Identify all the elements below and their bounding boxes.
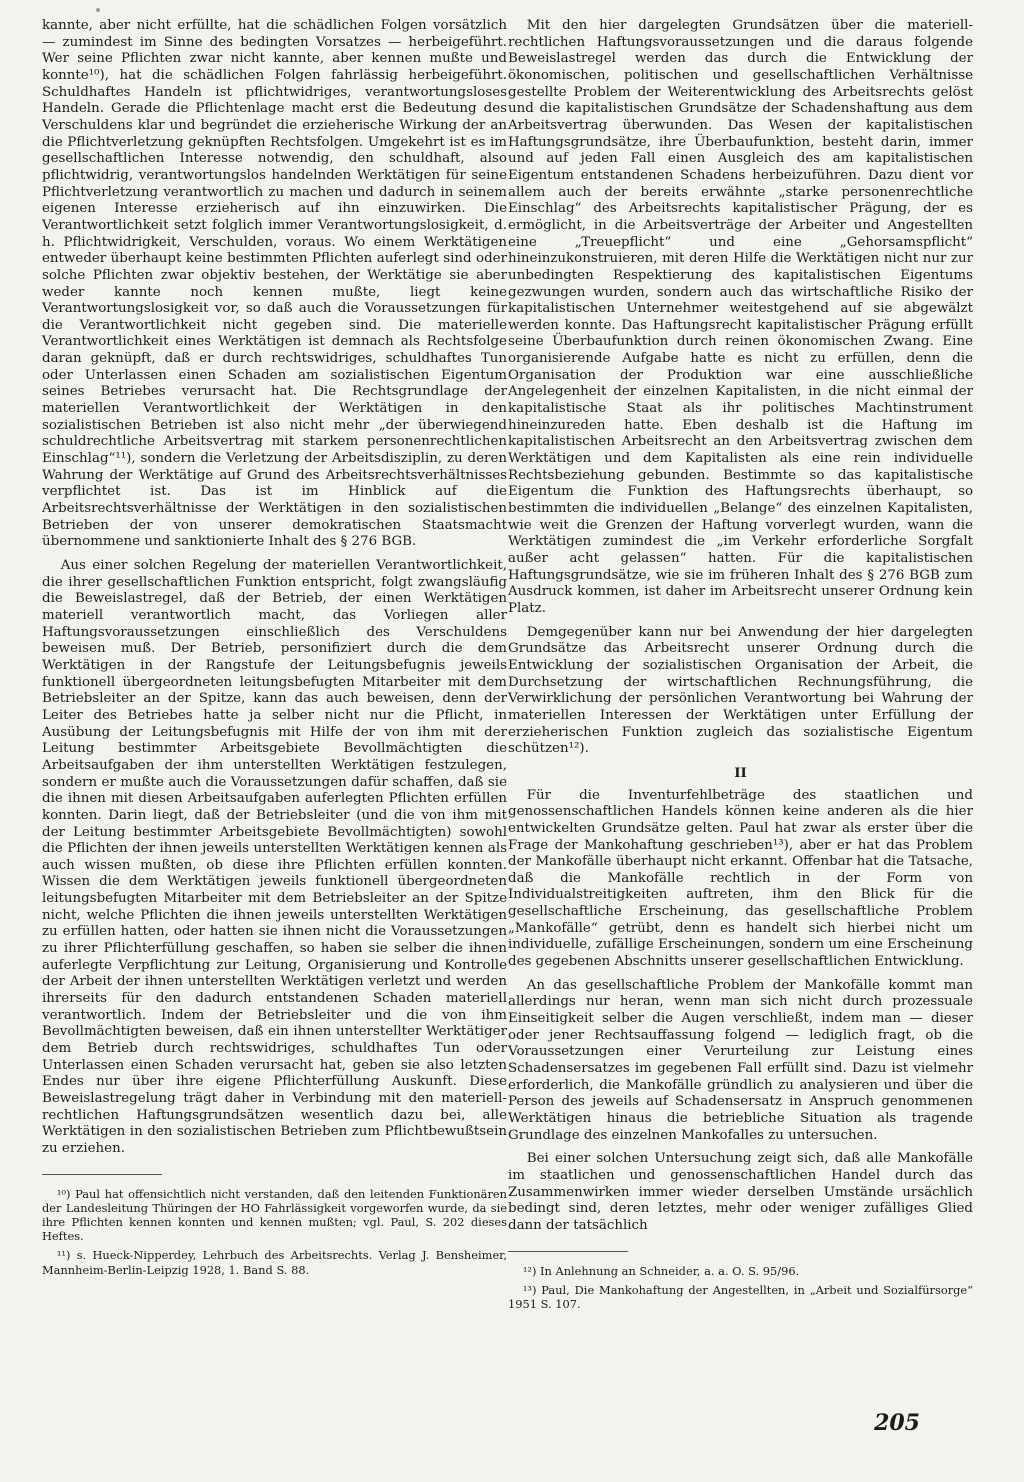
paragraph: An das gesellschaftliche Problem der Mankofälle kommt man allerdings nur heran, wenn man sich nicht durch prozessuale Einseitigkeit selber die Augen verschließt, indem man — dieser oder jener Rechtsauffassung folgend — lediglich fragt, ob die Voraussetzungen einer Verurteilung zur Leistung eines Schadensersatzes im gegebenen Fall erfüllt sind. Dazu ist vielmehr erforderlich, die Mankofälle gründlich zu analysieren und über die Person des jeweils auf Schadensersatz in Anspruch genommenen Werktätigen hinaus die betriebliche Situation als tragende Grundlage des einzelnen Mankofalles zu untersuchen. — [508, 977, 973, 1143]
paragraph: Aus einer solchen Regelung der materiellen Verantwortlichkeit, die ihrer gesellschaftlichen Funktion entspricht, folgt zwangsläufig die Beweislastregel, daß der Betrieb, der einen Werktätigen materiell verantwortlich macht, das Vorliegen aller Haftungsvoraussetzungen einschließlich des Verschuldens beweisen muß. Der Betrieb, personifiziert durch die dem Werktätigen in der Rangstufe der Leitungsbefugnis jeweils funktionell übergeordneten leitungsbefugten Mitarbeiter mit dem Betriebsleiter an der Spitze, kann das auch beweisen, denn der Leiter des Betriebes hatte ja selber nicht nur die Pflicht, in Ausübung der Leitungsbefugnis mit Hilfe der von ihm mit der Leitung bestimmter Arbeitsgebiete Bevollmächtigten die Arbeitsaufgaben der ihm unterstellten Werktätigen festzulegen, sondern er mußte auch die Voraussetzungen dafür schaffen, daß sie die ihnen mit diesen Arbeitsaufgaben auferlegten Pflichten erfüllen konnten. Darin liegt, daß der Betriebsleiter (und die von ihm mit der Leitung bestimmter Arbeitsgebiete Bevollmächtigten) sowohl die Pflichten der ihnen jeweils unterstellten Werktätigen kennen als auch wissen mußten, ob diese ihre Pflichten erfüllen konnten. Wissen die dem Werktätigen jeweils funktionell übergeordneten leitungsbefugten Mitarbeiter mit dem Betriebsleiter an der Spitze nicht, welche Pflichten die ihnen jeweils unterstellten Werktätigen zu erfüllen hatten, oder hatten sie ihnen nicht die Voraussetzungen zu ihrer Pflichterfüllung geschaffen, so haben sie selber die ihnen auferlegte Verpflichtung zur Leitung, Organisierung und Kontrolle der Arbeit der ihnen unterstellten Werktätigen verletzt und werden ihrerseits für den dadurch entstandenen Schaden materiell verantwortlich. Indem der Betriebsleiter und die von ihm Bevollmächtigten beweisen, daß ein ihnen unterstellter Werktätiger dem Betrieb durch rechtswidriges, schuldhaftes Tun oder Unterlassen einen Schaden verursacht hat, geben sie also letzten Endes nur über ihre eigene Pflichterfüllung Auskunft. Diese Beweislastregelung trägt daher in Verbindung mit den materiell-rechtlichen Haftungsgrundsätzen wesentlich dazu bei, alle Werktätigen in den sozialistischen Betrieben zum Pflichtbewußtsein zu erziehen. — [42, 558, 507, 1156]
paragraph: kannte, aber nicht erfüllte, hat die schädlichen Folgen vorsätzlich — zumindest im Sinne des bedingten Vorsatzes — herbeigeführt. Wer seine Pflichten zwar nicht kannte, aber kennen mußte und konnte¹⁰), hat die schädlichen Folgen fahrlässig herbeigeführt. Schuldhaftes Handeln ist pflichtwidriges, verantwortungsloses Handeln. Gerade die Pflichtenlage macht erst die Bedeutung des Verschuldens klar und begründet die erzieherische Wirkung der an die Pflichtverletzung geknüpften Rechtsfolgen. Umgekehrt ist es im gesellschaftlichen Interesse notwendig, den schuldhaft, also pflichtwidrig, verantwortungslos handelnden Werktätigen für seine Pflichtverletzung verantwortlich zu machen und dadurch in seinem eigenen Interesse erzieherisch auf ihn einzuwirken. Die Verantwortlichkeit setzt folglich immer Verantwortungslosigkeit, d. h. Pflichtwidrigkeit, Verschulden, voraus. Wo einem Werktätigen entweder überhaupt keine bestimmten Pflichten auferlegt sind oder solche Pflichten zwar objektiv bestehen, der Werktätige sie aber weder kannte noch kennen mußte, liegt keine Verantwortungslosigkeit vor, so daß auch die Voraussetzungen für die Verantwortlichkeit nicht gegeben sind. Die materielle Verantwortlichkeit eines Werktätigen ist demnach als Rechtsfolge daran geknüpft, daß er durch rechtswidriges, schuldhaftes Tun oder Unterlassen einen Schaden am sozialistischen Eigentum seines Betriebes verursacht hat. Die Rechtsgrundlage der materiellen Verantwortlichkeit der Werktätigen in den sozialistischen Betrieben ist also nicht mehr „der überwiegend schuldrechtliche Arbeitsvertrag mit starkem personenrechtlichen Einschlag“¹¹), sondern die Verletzung der Arbeitsdisziplin, zu deren Wahrung der Werktätige auf Grund des Arbeitsrechtsverhältnisses verpflichtet ist. Das ist im Hinblick auf die Arbeitsrechtsverhältnisse der Werktätigen in den sozialistischen Betrieben der von unserer demokratischen Staatsmacht übernommene und sanktionierte Inhalt des § 276 BGB. — [42, 18, 507, 550]
right-column — [508, 18, 973, 1316]
paragraph: Bei einer solchen Untersuchung zeigt sich, daß alle Mankofälle im staatlichen und genossenschaftlichen Handel durch das Zusammenwirken immer wieder derselben Umstände ursächlich bedingt sind, deren letztes, mehr oder weniger zufälliges Glied dann der tatsächlich — [508, 1151, 973, 1233]
paragraph: Mit den hier dargelegten Grundsätzen über die materiell-rechtlichen Haftungsvoraussetzungen und die daraus folgende Beweislastregel werden das durch die Entwicklung der ökonomischen, politischen und gesellschaftlichen Verhältnisse gestellte Problem der Weiterentwicklung des Arbeitsrechts gelöst und die kapitalistischen Grundsätze der Schadenshaftung aus dem Arbeitsvertrag überwunden. Das Wesen der kapitalistischen Haftungsgrundsätze, ihre Überbaufunktion, besteht darin, immer und auf jeden Fall einen Ausgleich des am kapitalistischen Eigentum entstandenen Schadens herbeizuführen. Dazu dient vor allem auch der bereits erwähnte „starke personenrechtliche Einschlag“ des Arbeitsrechts kapitalistischer Prägung, der es ermöglicht, in die Arbeitsverträge der Arbeiter und Angestellten eine „Treuepflicht“ und eine „Gehorsamspflicht“ hineinzukonstruieren, mit deren Hilfe die Werktätigen nicht nur zur unbedingten Respektierung des kapitalistischen Eigentums gezwungen wurden, sondern auch das wirtschaftliche Risiko der kapitalistischen Unternehmer weitestgehend auf sie abgewälzt werden konnte. Das Haftungsrecht kapitalistischer Prägung erfüllt seine Überbaufunktion durch reinen ökonomischen Zwang. Eine organisierende Aufgabe hatte es nicht zu erfüllen, denn die Organisation der Produktion war eine ausschließliche Angelegenheit der einzelnen Kapitalisten, in die nicht einmal der kapitalistische Staat als ihr politisches Machtinstrument hineinzureden hatte. Eben deshalb ist die Haftung im kapitalistischen Arbeitsrecht an den Arbeitsvertrag zwischen dem Werktätigen und dem Kapitalisten als eine rein individuelle Rechtsbeziehung gebunden. Bestimmte so das kapitalistische Eigentum die Funktion des Haftungsrechts überhaupt, so bestimmten die individuellen „Belange“ des einzelnen Kapitalisten, wie weit die Grenzen der Haftung vorverlegt wurden, wann die Werktätigen zumindest die „im Verkehr erforderliche Sorgfalt außer acht gelassen“ hatten. Für die kapitalistischen Haftungsgrundsätze, wie sie im früheren Inhalt des § 276 BGB zum Ausdruck kommen, ist daher im Arbeitsrecht unserer Ordnung kein Platz. — [508, 18, 973, 616]
footnote: ¹³) Paul, Die Mankohaftung der Angestellten, in „Arbeit und Sozialfürsorge“ 1951 S. 107. — [508, 1282, 973, 1311]
footnote: ¹⁰) Paul hat offensichtlich nicht verstanden, daß den leitenden Funktionären der Landesleitung Thüringen der HO Fahrlässigkeit vorgeworfen wurde, da sie ihre Pflichten kennen konnten und kennen mußten; vgl. Paul, S. 202 dieses Heftes. — [42, 1186, 507, 1244]
footnotes — [42, 1187, 507, 1277]
section-heading: II — [734, 764, 747, 781]
footnote: ¹¹) s. Hueck-Nipperdey, Lehrbuch des Arbeitsrechts. Verlag J. Bensheimer, Mannheim-Berlin-Leipzig 1928, 1. Band S. 88. — [42, 1248, 507, 1277]
footnote-separator — [42, 1174, 162, 1175]
paragraph: Für die Inventurfehlbeträge des staatlichen und genossenschaftlichen Handels können keine anderen als die hier entwickelten Grundsätze gelten. Paul hat zwar als erster über die Frage der Mankohaftung geschrieben¹³), aber er hat das Problem der Mankofälle überhaupt nicht erkannt. Offenbar hat die Tatsache, daß die Mankofälle rechtlich in der Form von Individualstreitigkeiten auftreten, ihm den Blick für die gesellschaftliche Erscheinung, das gesellschaftliche Problem „Mankofälle“ getrübt, denn es handelt sich hierbei nicht um individuelle, zufällige Erscheinungen, sondern um eine Erscheinung des gegebenen Abschnitts unserer gesellschaftlichen Entwicklung. — [508, 787, 973, 970]
footnote-separator — [508, 1251, 628, 1252]
print-speck — [96, 8, 100, 12]
left-column — [42, 18, 507, 1282]
footnote: ¹²) In Anlehnung an Schneider, a. a. O. S. 95/96. — [522, 1263, 800, 1278]
page-number: 205 — [874, 1410, 920, 1436]
footnotes — [508, 1264, 973, 1312]
paragraph: Demgegenüber kann nur bei Anwendung der hier dargelegten Grundsätze das Arbeitsrecht unserer Ordnung durch die Entwicklung der sozialistischen Organisation der Arbeit, die Durchsetzung der wirtschaftlichen Rechnungsführung, die Verwirklichung der persönlichen Verantwortung bei Wahrung der materiellen Interessen der Werktätigen unter Erfüllung der erzieherischen Funktion zugleich das sozialistische Eigentum schützen¹²). — [508, 624, 973, 757]
